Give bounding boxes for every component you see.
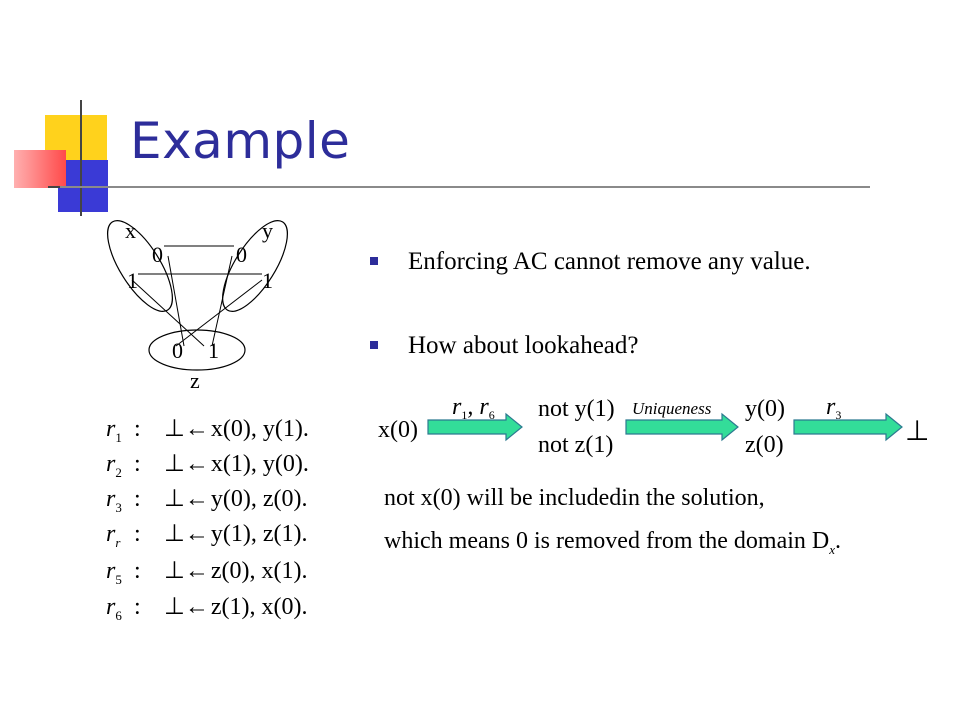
rule-sub: 5 [115,572,122,587]
rule-sub: r [115,535,121,550]
conclusion-line-2 [384,528,841,557]
rule-name: r [106,486,116,512]
rule-arrow: ⊥← [164,451,209,477]
rule-arrow: ⊥← [164,486,209,512]
rule-sub: 3 [115,500,122,515]
value-z1: 1 [208,338,219,363]
rule-arrow: ⊥← [164,558,209,584]
mid1-top: not y(1) [538,396,615,422]
conclusion-text: which means 0 is removed from the domain D [384,528,830,554]
variable-x-label: x [125,218,136,243]
arrow-3 [794,414,902,440]
rule-sub: 1 [461,408,468,422]
rule-sep: : [134,486,141,512]
rule-name: r [106,416,116,442]
rule-sub: 6 [488,408,495,422]
bullet-text: Enforcing AC cannot remove any value. [408,248,811,275]
rule-sep: , r [467,394,489,420]
rule-sep: : [134,521,141,547]
rule-name: r [106,521,116,547]
rule-sep: : [134,558,141,584]
conclusion-end: . [835,528,842,554]
rule-sep: : [134,451,141,477]
rule-body: z(0), x(1). [210,558,308,584]
rule-name: r [106,451,116,477]
conclusion-sub: x [829,542,836,557]
rule-sep: : [134,594,141,620]
rule-body: x(1), y(0). [210,451,309,477]
rule-name: r [452,394,462,420]
rule-sep: : [134,416,141,442]
rule-sub: 6 [115,608,122,623]
value-z0: 0 [172,338,183,363]
mid2-top: y(0) [745,396,785,422]
rule-body: x(0), y(1). [210,416,309,442]
conclusion-line-1: not x(0) will be includedin the solution, [384,485,765,511]
variable-z-label: z [190,368,200,393]
page-title: Example [130,112,351,170]
arrow-1-label [452,394,495,422]
rule-sub: 2 [115,465,122,480]
value-x0: 0 [152,242,163,267]
mid2-bottom: z(0) [745,432,784,458]
bullet-text: How about lookahead? [408,332,639,359]
mid1-bottom: not z(1) [538,432,614,458]
rule-name: r [106,594,116,620]
rule-sub: 3 [835,408,842,422]
rule-body: z(1), x(0). [210,594,308,620]
arrow-3-label [826,394,841,422]
rule-body: y(1), z(1). [210,521,308,547]
rule-arrow: ⊥← [164,594,209,620]
rule-body: y(0), z(0). [210,486,308,512]
rule-arrow: ⊥← [164,521,209,547]
rule-name: r [826,394,836,420]
derivation-end: ⊥ [905,416,930,447]
value-x1: 1 [127,268,138,293]
derivation-start: x(0) [378,417,418,443]
value-y0: 0 [236,242,247,267]
value-y1: 1 [262,268,273,293]
rule-arrow: ⊥← [164,416,209,442]
arrow-2-label: Uniqueness [632,399,712,418]
rule-sub: 1 [115,430,122,445]
rule-name: r [106,558,116,584]
variable-y-label: y [262,218,273,243]
